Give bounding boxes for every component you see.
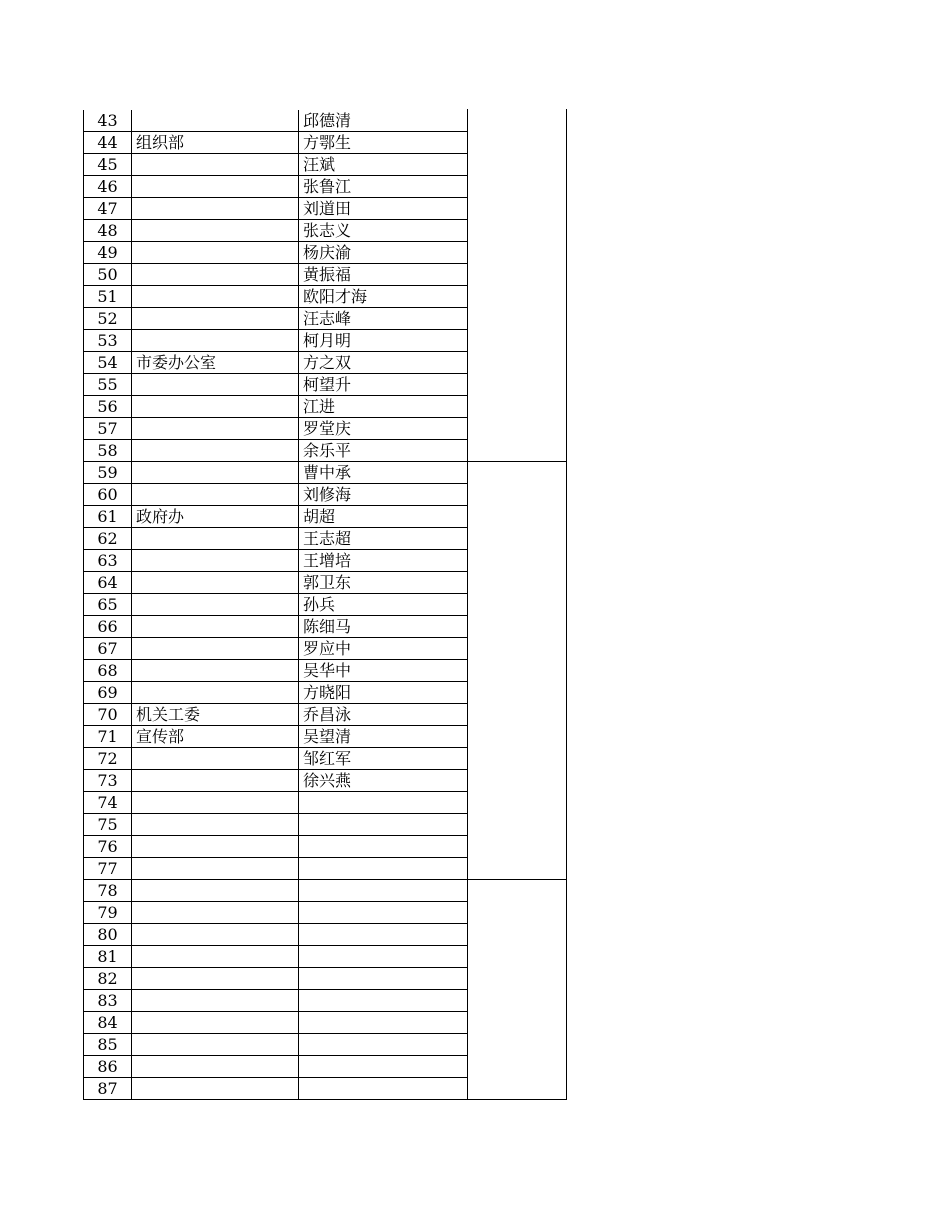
department-cell: [132, 461, 299, 483]
row-number-cell: 48: [84, 219, 132, 241]
group-merged-cell: [468, 879, 567, 1099]
department-cell: [132, 241, 299, 263]
name-cell: 江进: [299, 395, 468, 417]
roster-table: [83, 109, 567, 1100]
name-cell: [299, 1077, 468, 1099]
row-number-cell: 74: [84, 791, 132, 813]
table-row: [84, 879, 567, 901]
row-number-cell: 86: [84, 1055, 132, 1077]
department-cell: [132, 769, 299, 791]
row-number-cell: 81: [84, 945, 132, 967]
row-number-cell: 69: [84, 681, 132, 703]
name-cell: 方之双: [299, 351, 468, 373]
name-cell: 余乐平: [299, 439, 468, 461]
row-number-cell: 51: [84, 285, 132, 307]
row-number-cell: 71: [84, 725, 132, 747]
name-cell: 陈细马: [299, 615, 468, 637]
department-cell: [132, 967, 299, 989]
name-cell: 曹中承: [299, 461, 468, 483]
department-cell: [132, 791, 299, 813]
department-cell: [132, 901, 299, 923]
department-cell: 宣传部: [132, 725, 299, 747]
department-cell: [132, 1011, 299, 1033]
table-row: [84, 110, 567, 132]
group-merged-cell: [468, 110, 567, 462]
name-cell: 柯月明: [299, 329, 468, 351]
row-number-cell: 60: [84, 483, 132, 505]
department-cell: [132, 153, 299, 175]
row-number-cell: 83: [84, 989, 132, 1011]
row-number-cell: 84: [84, 1011, 132, 1033]
name-cell: 王志超: [299, 527, 468, 549]
name-cell: 胡超: [299, 505, 468, 527]
department-cell: [132, 945, 299, 967]
name-cell: 汪斌: [299, 153, 468, 175]
department-cell: [132, 527, 299, 549]
row-number-cell: 59: [84, 461, 132, 483]
row-number-cell: 45: [84, 153, 132, 175]
name-cell: [299, 923, 468, 945]
row-number-cell: 50: [84, 263, 132, 285]
row-number-cell: 64: [84, 571, 132, 593]
row-number-cell: 44: [84, 131, 132, 153]
row-number-cell: 61: [84, 505, 132, 527]
row-number-cell: 87: [84, 1077, 132, 1099]
name-cell: 刘修海: [299, 483, 468, 505]
department-cell: [132, 835, 299, 857]
department-cell: [132, 285, 299, 307]
department-cell: [132, 395, 299, 417]
name-cell: [299, 989, 468, 1011]
department-cell: [132, 637, 299, 659]
department-cell: [132, 110, 299, 132]
row-number-cell: 55: [84, 373, 132, 395]
name-cell: [299, 967, 468, 989]
name-cell: 刘道田: [299, 197, 468, 219]
department-cell: [132, 857, 299, 879]
department-cell: [132, 571, 299, 593]
department-cell: [132, 549, 299, 571]
name-cell: 邹红军: [299, 747, 468, 769]
row-number-cell: 85: [84, 1033, 132, 1055]
department-cell: [132, 483, 299, 505]
row-number-cell: 46: [84, 175, 132, 197]
name-cell: [299, 901, 468, 923]
row-number-cell: 47: [84, 197, 132, 219]
row-number-cell: 79: [84, 901, 132, 923]
name-cell: 汪志峰: [299, 307, 468, 329]
name-cell: [299, 945, 468, 967]
department-cell: 市委办公室: [132, 351, 299, 373]
table-row: [84, 461, 567, 483]
name-cell: 郭卫东: [299, 571, 468, 593]
department-cell: [132, 659, 299, 681]
name-cell: 吴望清: [299, 725, 468, 747]
department-cell: [132, 615, 299, 637]
name-cell: 张志义: [299, 219, 468, 241]
department-cell: [132, 439, 299, 461]
department-cell: [132, 329, 299, 351]
department-cell: [132, 197, 299, 219]
row-number-cell: 58: [84, 439, 132, 461]
row-number-cell: 56: [84, 395, 132, 417]
name-cell: 杨庆渝: [299, 241, 468, 263]
department-cell: [132, 593, 299, 615]
row-number-cell: 49: [84, 241, 132, 263]
row-number-cell: 53: [84, 329, 132, 351]
row-number-cell: 52: [84, 307, 132, 329]
name-cell: [299, 1011, 468, 1033]
name-cell: 邱德清: [299, 110, 468, 132]
department-cell: [132, 373, 299, 395]
department-cell: [132, 813, 299, 835]
row-number-cell: 67: [84, 637, 132, 659]
name-cell: 孙兵: [299, 593, 468, 615]
row-number-cell: 63: [84, 549, 132, 571]
name-cell: 罗堂庆: [299, 417, 468, 439]
row-number-cell: 75: [84, 813, 132, 835]
department-cell: [132, 1055, 299, 1077]
department-cell: 政府办: [132, 505, 299, 527]
department-cell: [132, 307, 299, 329]
row-number-cell: 77: [84, 857, 132, 879]
department-cell: [132, 681, 299, 703]
row-number-cell: 70: [84, 703, 132, 725]
name-cell: 徐兴燕: [299, 769, 468, 791]
row-number-cell: 80: [84, 923, 132, 945]
name-cell: 乔昌泳: [299, 703, 468, 725]
department-cell: [132, 1077, 299, 1099]
name-cell: [299, 1055, 468, 1077]
row-number-cell: 76: [84, 835, 132, 857]
row-number-cell: 78: [84, 879, 132, 901]
row-number-cell: 62: [84, 527, 132, 549]
row-number-cell: 66: [84, 615, 132, 637]
department-cell: [132, 923, 299, 945]
name-cell: 黄振福: [299, 263, 468, 285]
row-number-cell: 73: [84, 769, 132, 791]
roster-table-body: [84, 110, 567, 1100]
name-cell: 罗应中: [299, 637, 468, 659]
department-cell: [132, 989, 299, 1011]
name-cell: [299, 835, 468, 857]
department-cell: [132, 417, 299, 439]
name-cell: [299, 879, 468, 901]
name-cell: 张鲁江: [299, 175, 468, 197]
name-cell: [299, 813, 468, 835]
group-merged-cell: [468, 461, 567, 879]
name-cell: 方晓阳: [299, 681, 468, 703]
row-number-cell: 43: [84, 110, 132, 132]
department-cell: [132, 219, 299, 241]
row-number-cell: 65: [84, 593, 132, 615]
row-number-cell: 72: [84, 747, 132, 769]
department-cell: 机关工委: [132, 703, 299, 725]
row-number-cell: 82: [84, 967, 132, 989]
row-number-cell: 68: [84, 659, 132, 681]
name-cell: 欧阳才海: [299, 285, 468, 307]
department-cell: 组织部: [132, 131, 299, 153]
department-cell: [132, 879, 299, 901]
name-cell: [299, 1033, 468, 1055]
name-cell: [299, 857, 468, 879]
name-cell: 柯望升: [299, 373, 468, 395]
row-number-cell: 57: [84, 417, 132, 439]
name-cell: 方鄂生: [299, 131, 468, 153]
name-cell: [299, 791, 468, 813]
department-cell: [132, 175, 299, 197]
department-cell: [132, 263, 299, 285]
name-cell: 王增培: [299, 549, 468, 571]
department-cell: [132, 747, 299, 769]
department-cell: [132, 1033, 299, 1055]
name-cell: 吴华中: [299, 659, 468, 681]
row-number-cell: 54: [84, 351, 132, 373]
